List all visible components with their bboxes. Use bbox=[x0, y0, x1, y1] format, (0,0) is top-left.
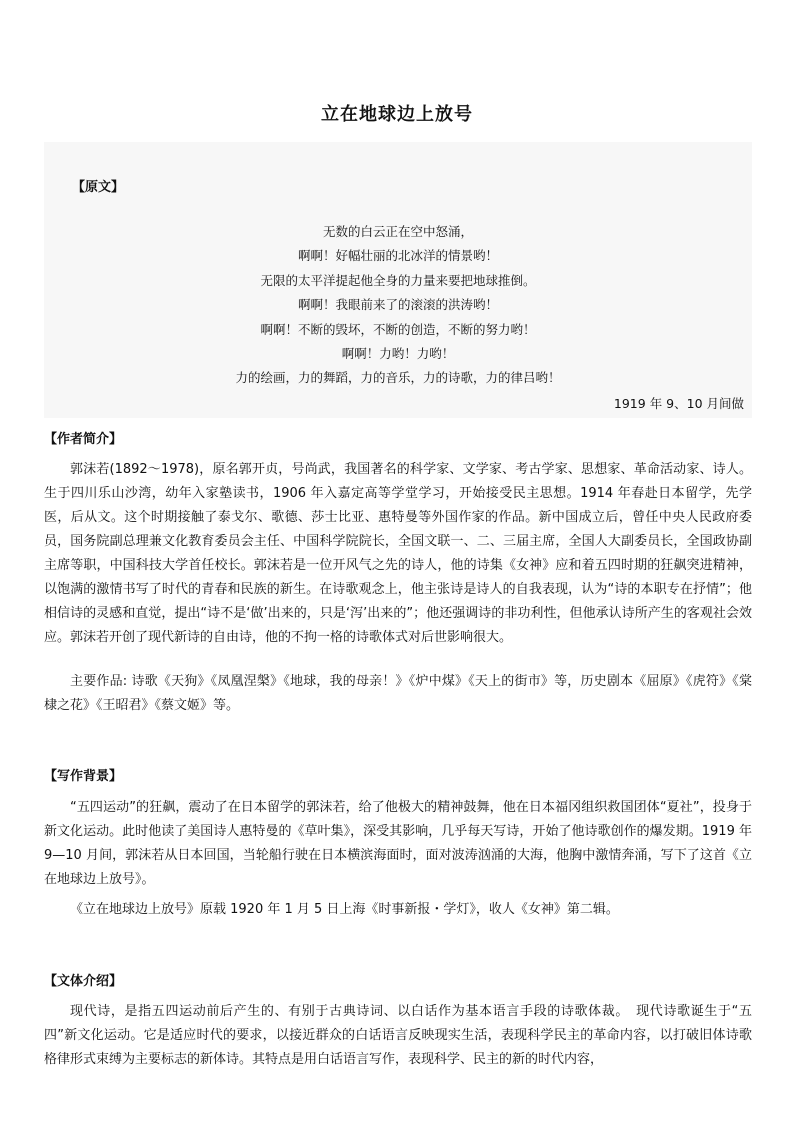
genre-heading: 【文体介绍】 bbox=[44, 974, 123, 989]
works-paragraph: 主要作品: 诗歌《天狗》《凤凰涅槃》《地球，我的母亲！》《炉中煤》《天上的街市》等，历史剧本《屈原》《虎符》《棠棣之花》《王昭君》《蔡文姬》等。 bbox=[44, 674, 752, 713]
author-paragraph: 郭沫若(1892～1978)，原名郭开贞，号尚武，我国著名的科学家、文学家、考古学家、思想家、革命活动家、诗人。生于四川乐山沙湾，幼年入家塾读书，1906 年入嘉定高等学堂学习，开始接受民主思想。1914 年春赴日本留学，先学医，后从文。这个时期接触了泰戈尔、歌德、莎士比亚、惠特曼等外国作家的作品。新中国成立后，曾任中央人民政府委员，国务院副总理兼文化教育委员会主任、中国科学院院长，全国文联一、二、三届主席，全国人大副委员长，全国政协副主席等职，中国科技大学首任校长。郭沫若是一位开风气之先的诗人，他的诗集《女神》应和着五四时期的狂飙突进精神，以饱满的激情书写了时代的青春和民族的新生。在诗歌观念上，他主张诗是诗人的自我表现，认为“诗的本职专在抒情”；他相信诗的灵感和直觉，提出“诗不是‘做’出来的，只是‘泻’出来的”；他还强调诗的非功利性，但他承认诗所产生的客观社会效应。郭沫若开创了现代新诗的自由诗，他的不拘一格的诗歌体式对后世影响很大。 bbox=[44, 462, 752, 645]
genre-paragraph: 现代诗，是指五四运动前后产生的、有别于古典诗词、以白话作为基本语言手段的诗歌体裁。 现代诗歌诞生于“五四”新文化运动。它是适应时代的要求，以接近群众的白话语言反映现实生活，表现科学民主的革命内容，以打破旧体诗歌格律形式束缚为主要标志的新体诗。其特点是用白话语言写作，表现科学、民主的新的时代内容， bbox=[44, 1004, 752, 1067]
author-heading: 【作者简介】 bbox=[44, 432, 123, 447]
original-heading: 【原文】 bbox=[72, 180, 125, 195]
poem-line: 力的绘画，力的舞蹈，力的音乐，力的诗歌，力的律吕哟！ bbox=[235, 370, 561, 386]
poem bbox=[44, 220, 752, 391]
poem-line: 啊啊！好幅壮丽的北冰洋的情景哟！ bbox=[297, 248, 498, 264]
poem-line: 啊啊！不断的毁坏，不断的创造，不断的努力哟！ bbox=[260, 321, 536, 337]
background-heading: 【写作背景】 bbox=[44, 769, 123, 784]
poem-line: 无限的太平洋提起他全身的力量来要把地球推倒。 bbox=[260, 272, 536, 288]
poem-date: 1919 年 9、10 月间做 bbox=[613, 396, 744, 411]
page-title: 立在地球边上放号 bbox=[321, 104, 473, 125]
publication-paragraph: 《立在地球边上放号》原载 1920 年 1 月 5 日上海《时事新报・学灯》，收人《女神》第二辑。 bbox=[70, 902, 619, 917]
poem-line: 无数的白云正在空中怒涌， bbox=[322, 224, 473, 239]
background-paragraph: “五四运动”的狂飙，震动了在日本留学的郭沫若，给了他极大的精神鼓舞，他在日本福冈组织救国团体“夏社”，投身于新文化运动。此时他读了美国诗人惠特曼的《草叶集》，深受其影响，几乎每天写诗，开始了他诗歌创作的爆发期。1919 年 9—10 月间，郭沫若从日本回国，当轮船行驶在日本横滨海面时，面对波涛汹涌的大海，他胸中激情奔涌，写下了这首《立在地球边上放号》。 bbox=[44, 800, 752, 887]
poem-line: 啊啊！力哟！力哟！ bbox=[341, 345, 455, 361]
poem-line: 啊啊！我眼前来了的滚滚的洪涛哟！ bbox=[297, 297, 498, 313]
original-text-box bbox=[44, 142, 752, 418]
